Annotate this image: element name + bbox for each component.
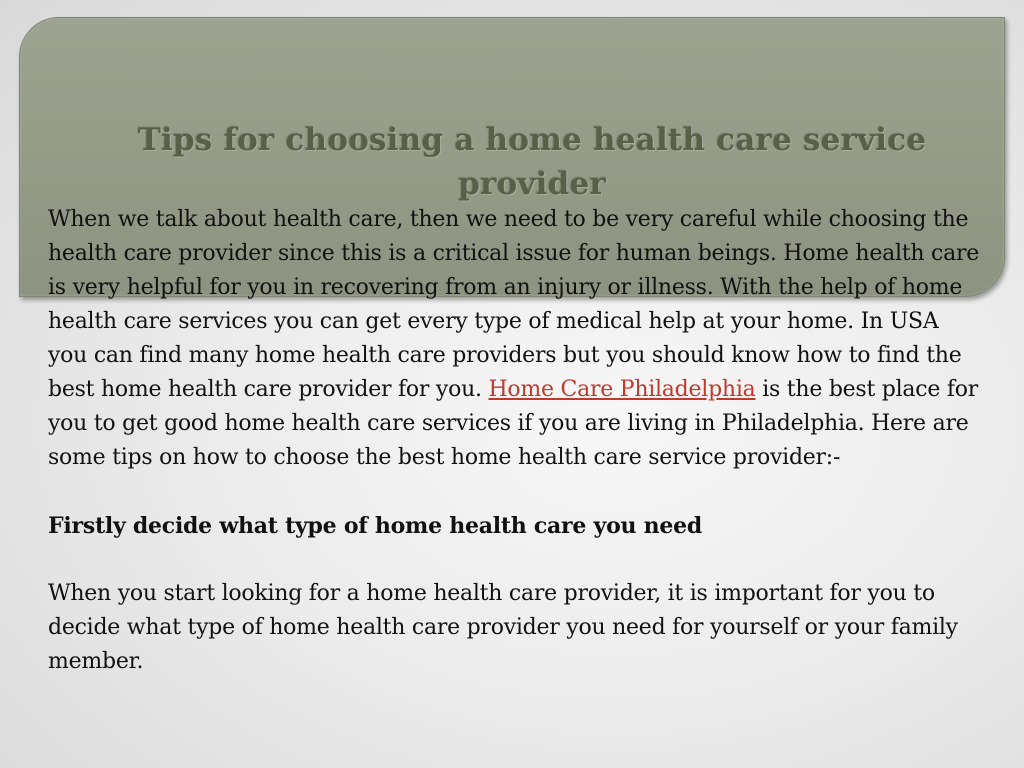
spacer <box>48 475 983 509</box>
intro-paragraph <box>48 203 983 475</box>
section-subheading: Firstly decide what type of home health care you need <box>48 513 703 539</box>
spacer <box>48 543 983 577</box>
intro-text-before-link: When we talk about health care, then we need to be very careful while choosing the health care provider since this is a critical issue for human beings. Home health care is very helpful for you in recovering from an injury or illness. With the help of home health care services you can get every type of medical help at your home. In USA you can find many home health care providers but you should know how to find the best home health care provider for you. <box>48 207 979 402</box>
intro-text-after-link: is the best place for you to get good home health care services if you are living in Philadelphia. Here are some tips on how to choose the best home health care service provider:- <box>48 377 979 470</box>
second-paragraph: When you start looking for a home health care provider, it is important for you to decide what type of home health care provider you need for yourself or your family member. <box>48 581 958 674</box>
slide-body <box>48 203 983 679</box>
slide-title: Tips for choosing a home health care service provider <box>137 122 927 202</box>
home-care-philadelphia-link[interactable]: Home Care Philadelphia <box>488 377 756 402</box>
